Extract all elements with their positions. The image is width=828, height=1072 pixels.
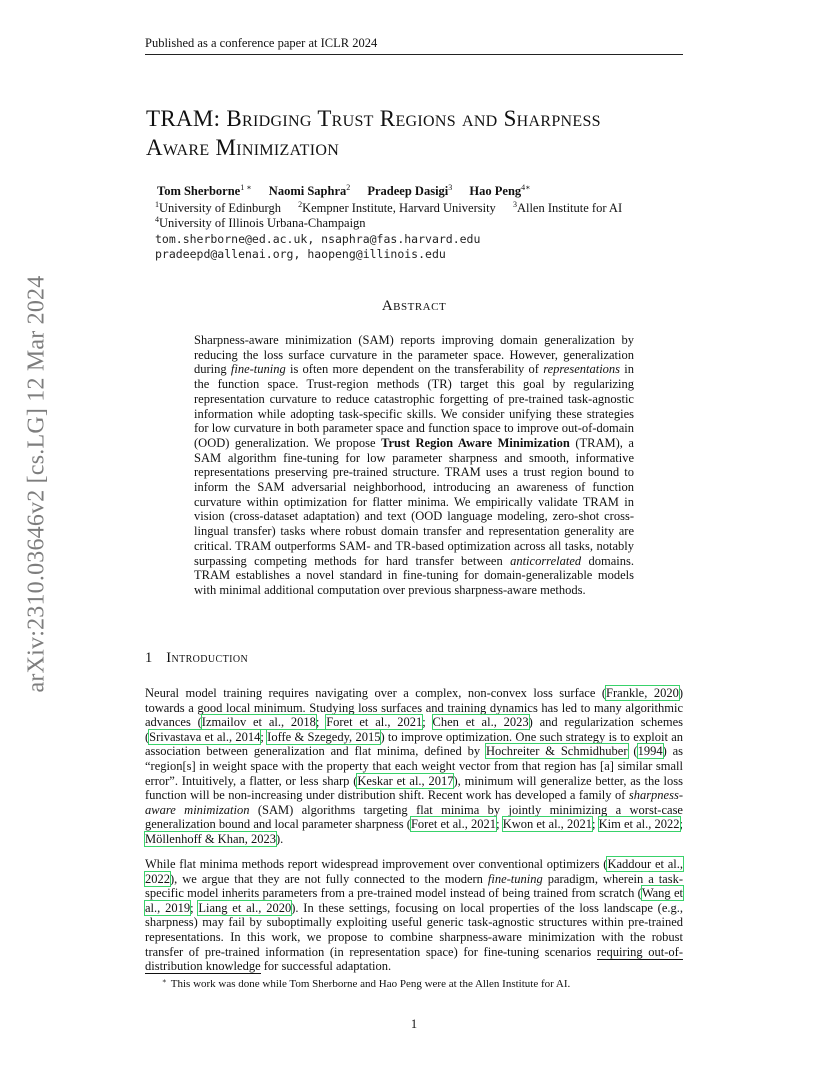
- arxiv-stamp-text: arXiv:2310.03646v2 [cs.LG] 12 Mar 2024: [23, 275, 50, 693]
- affiliation-num: 3: [512, 200, 517, 209]
- author-name: Pradeep Dasigi: [367, 184, 449, 198]
- author-name: Tom Sherborne: [157, 184, 241, 198]
- body-text: ) towards a good local minimum. Studying loss surfaces and training dynamics has led to many algorithmic advances (: [145, 686, 683, 730]
- body-text: ;: [422, 715, 433, 730]
- abstract-heading: Abstract: [381, 298, 447, 314]
- body-text: ;: [591, 817, 599, 832]
- citation-link[interactable]: Ioffe & Szegedy, 2015: [267, 729, 381, 744]
- arxiv-stamp: [23, 275, 50, 693]
- body-text: ), minimum will generalize better, as the loss function will be non-increasing under distribution shift. Recent work has developed a family of: [145, 773, 683, 803]
- email-line-1[interactable]: tom.sherborne@ed.ac.uk, nsaphra@fas.harvard.edu: [155, 232, 481, 246]
- author-mark: 4∗: [521, 183, 531, 192]
- email-line-2[interactable]: pradeepd@allenai.org, haopeng@illinois.edu: [155, 247, 446, 261]
- body-text: ) as “region[s] in weight space with the property that each weight vector from that region has [a] similar small error”. Intuitively, a flatter, or less sharp (: [145, 744, 684, 788]
- author: [157, 184, 252, 198]
- header-rule: [145, 54, 683, 55]
- author-mark: 3: [448, 183, 453, 192]
- affiliation: [513, 201, 622, 215]
- abstract-text: in the function space. Trust-region methods (TR) target this goal by regularizing representation curvature to reduce catastrophic forgetting of pre-trained task-agnostic information while adopting task-specific skills. We consider unifying these strategies for low curvature in both parameter space and function space to improve out-of-domain (OOD) generalization. We propose: [194, 362, 634, 450]
- underlined-text: requiring out-of-distribution knowledge: [145, 944, 683, 974]
- citation-link[interactable]: Möllenhoff & Khan, 2023: [145, 831, 277, 846]
- citation-link[interactable]: Hochreiter & Schmidhuber: [485, 744, 628, 759]
- citation-link[interactable]: Izmailov et al., 2018: [201, 715, 316, 730]
- affiliation-line-1: [155, 200, 622, 216]
- footnote-mark: ∗: [162, 977, 167, 985]
- abstract-body: [194, 333, 634, 598]
- author-mark: 2: [346, 183, 351, 192]
- citation-link[interactable]: Keskar et al., 2017: [357, 773, 454, 788]
- citation-link[interactable]: Wang et al., 2019: [145, 886, 683, 915]
- abstract-emphasis: representations: [543, 362, 621, 377]
- citation-link[interactable]: Frankle, 2020: [606, 686, 679, 700]
- abstract-emphasis: anticorrelated: [510, 553, 582, 568]
- body-text: ;: [190, 900, 199, 915]
- affiliation-num: 1: [155, 200, 159, 209]
- citation-link[interactable]: Foret et al., 2021: [326, 715, 423, 730]
- body-text: ;: [315, 715, 327, 730]
- body-text: ;: [679, 817, 683, 832]
- abstract-text: Sharpness-aware minimization (SAM) reports improving domain generalization by reducing the loss surface curvature in the parameter space. However, generalization during: [194, 333, 634, 377]
- body-text: ), we argue that they are not fully connected to the modern: [170, 871, 488, 886]
- affiliation-name: University of Edinburgh: [159, 201, 281, 215]
- body-text: Neural model training requires navigating over a complex, non-convex loss surface (: [145, 686, 607, 700]
- citation-link[interactable]: Srivastava et al., 2014: [149, 729, 261, 744]
- citation-link[interactable]: 1994: [637, 744, 663, 759]
- body-text: ;: [496, 817, 503, 832]
- body-text: for successful adaptation.: [260, 959, 392, 974]
- body-text: ) to improve optimization. One such strategy is to exploit an association between generalization and flat minima, defined by: [145, 729, 683, 759]
- body-text: (: [627, 744, 638, 759]
- author: [469, 184, 530, 198]
- citation-link[interactable]: Kaddour et al., 2022: [145, 857, 683, 886]
- title-line-2: Aware Minimization: [146, 135, 340, 160]
- footnote: [162, 977, 570, 990]
- section-heading: [145, 650, 248, 667]
- affiliation-name: Kempner Institute, Harvard University: [302, 201, 496, 215]
- body-text: paradigm, wherein a task-specific model inherits parameters from a pre-trained model instead of being trained from scratch (: [145, 871, 684, 901]
- author-name: Naomi Saphra: [268, 184, 347, 198]
- body-emphasis: sharpness-aware minimization: [145, 788, 683, 817]
- intro-paragraph-1: [145, 686, 683, 847]
- body-emphasis: fine-tuning: [487, 871, 543, 886]
- author: [269, 184, 350, 198]
- author-mark: 1 ∗: [240, 183, 252, 192]
- affiliation-name: Allen Institute for AI: [516, 201, 623, 215]
- author-name: Hao Peng: [469, 184, 522, 198]
- running-head: Published as a conference paper at ICLR 2024: [145, 36, 378, 50]
- abstract-text: is often more dependent on the transferability of: [285, 362, 544, 377]
- affiliation-num: 2: [298, 200, 303, 209]
- affiliation: [298, 201, 496, 215]
- abstract-text: (TRAM), a SAM algorithm fine-tuning for low parameter sharpness and smooth, informative representations preserving pre-trained structure. TRAM uses a trust region bound to inform the SAM adversarial neighborhood, introducing an awareness of function curvature within optimization for flatter minima. We empirically validate TRAM in vision (cross-dataset adaptation) and text (OOD language modeling, zero-shot cross-lingual transfer) tasks where robust domain transfer and representation generality are critical. TRAM outperforms SAM- and TR-based optimization across all tasks, notably surpassing competing methods for hard transfer between: [194, 435, 634, 568]
- author-list: [157, 183, 531, 199]
- title-line-1: TRAM: Bridging Trust Regions and Sharpness: [146, 106, 601, 131]
- paper-title: [146, 104, 706, 162]
- body-text: (SAM) algorithms targeting flat minima by jointly minimizing a worst-case generalization bound and local parameter sharpness (: [145, 802, 683, 832]
- abstract-bold: Trust Region Aware Minimization: [381, 435, 570, 450]
- body-text: ) and regularization schemes (: [145, 715, 683, 744]
- abstract-emphasis: fine-tuning: [230, 362, 286, 377]
- section-number: 1: [145, 650, 153, 666]
- affiliation-line-2: [155, 215, 366, 231]
- abstract-text: domains. TRAM establishes a novel standard in fine-tuning for domain-generalizable models with minimal additional computation over previous sharpness-aware methods.: [194, 553, 634, 597]
- affiliation: [155, 216, 366, 230]
- affiliation-num: 4: [155, 215, 159, 224]
- author: [367, 184, 452, 198]
- page-number: 1: [410, 1017, 418, 1031]
- body-text: ). In these settings, focusing on local properties of the loss landscape (e.g., sharpness) may fail by suboptimally exploiting useful generic task-agnostic structures within pre-trained representations. In this work, we propose to combine sharpness-aware minimization with the robust transfer of pre-trained information (in representation space) for fine-tuning scenarios: [145, 900, 684, 959]
- citation-link[interactable]: Foret et al., 2021: [410, 817, 497, 832]
- affiliation: [155, 201, 281, 215]
- citation-link[interactable]: Liang et al., 2020: [198, 900, 292, 915]
- section-name: Introduction: [166, 650, 249, 666]
- intro-paragraph-2: [145, 857, 683, 974]
- citation-link[interactable]: Kwon et al., 2021: [502, 817, 592, 832]
- footnote-text: This work was done while Tom Sherborne and Hao Peng were at the Allen Institute for AI.: [170, 978, 571, 990]
- affiliation-name: University of Illinois Urbana-Champaign: [159, 216, 366, 230]
- citation-link[interactable]: Kim et al., 2022: [598, 817, 680, 832]
- body-text: ;: [260, 729, 268, 744]
- citation-link[interactable]: Chen et al., 2023: [432, 715, 529, 730]
- body-text: While flat minima methods report widespread improvement over conventional optimizers (: [145, 857, 608, 871]
- body-text: ).: [276, 831, 284, 846]
